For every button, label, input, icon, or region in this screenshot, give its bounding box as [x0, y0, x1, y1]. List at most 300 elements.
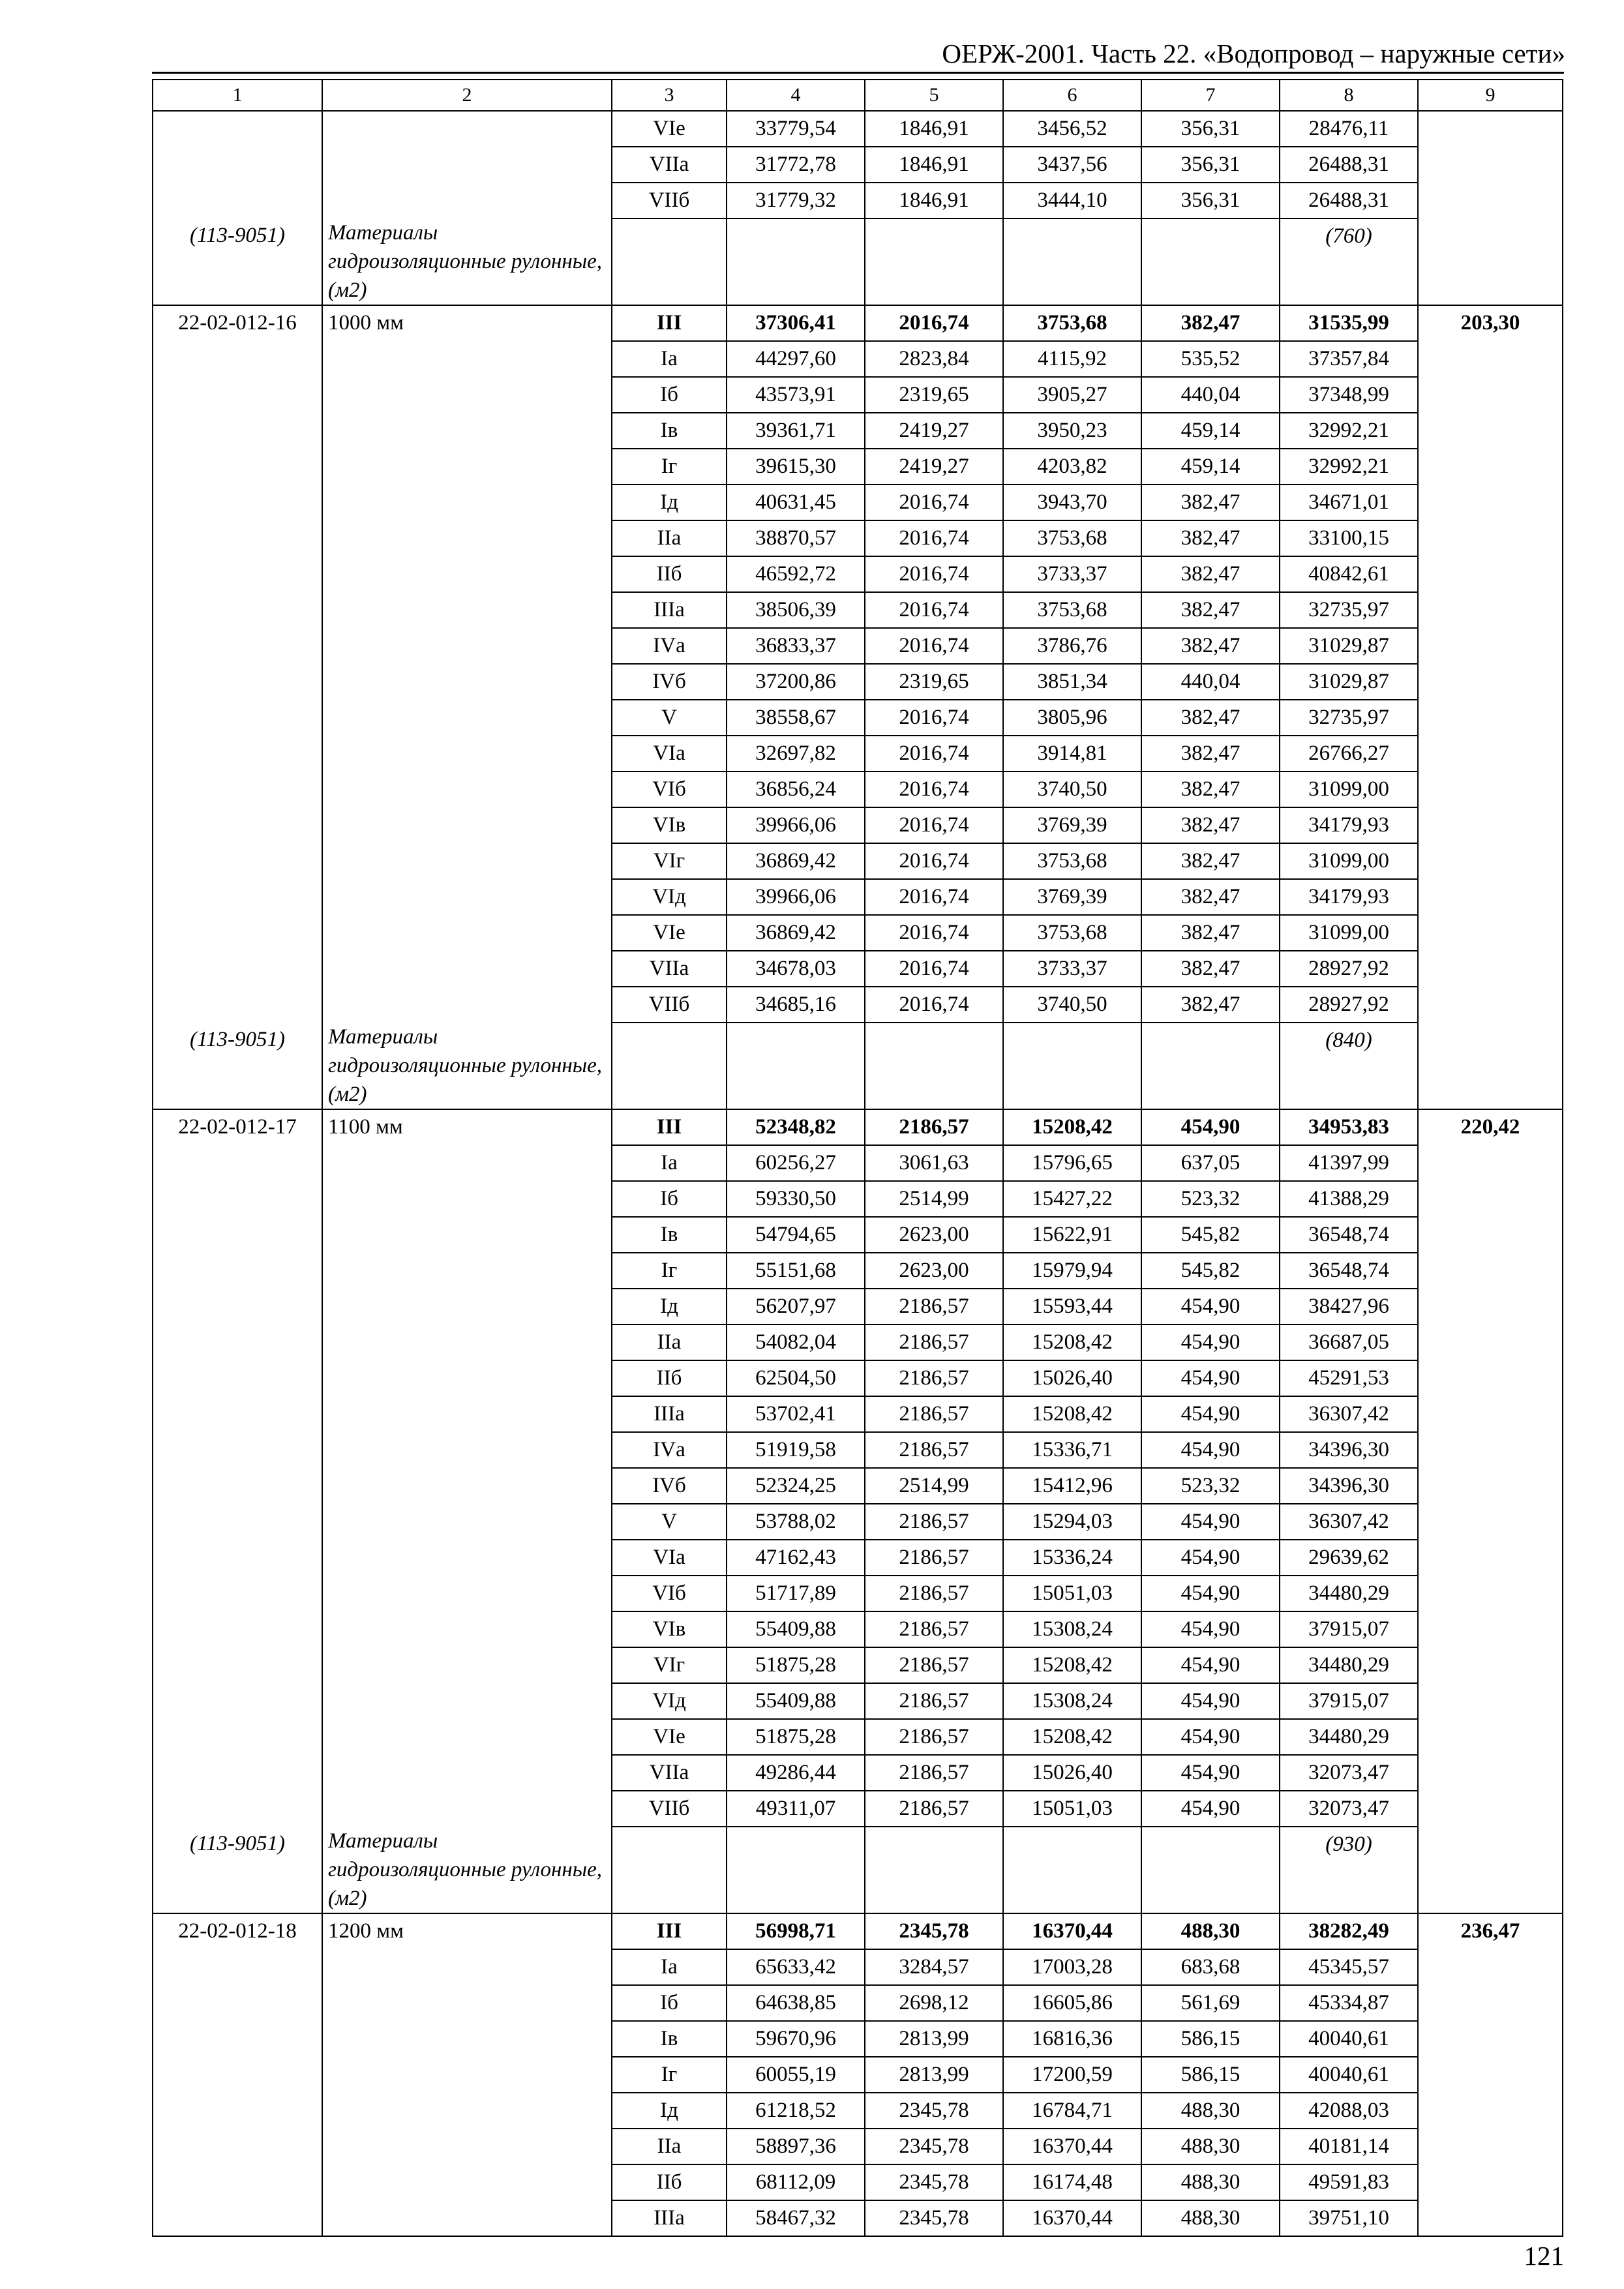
value-cell: 1846,91: [865, 111, 1003, 147]
table-row: [153, 1913, 1563, 1949]
table-row: [153, 305, 1563, 341]
value-cell: 45334,87: [1280, 1985, 1418, 2021]
material-row: [153, 1827, 1563, 1913]
material-name: Материалы гидроизоляционные рулонные, (м2): [322, 218, 612, 305]
value-cell: 15208,42: [1003, 1396, 1141, 1432]
material-qty: (930): [1280, 1827, 1418, 1913]
table-row: [153, 111, 1563, 147]
zone-cell: VIIб: [612, 987, 727, 1023]
zone-cell: IIа: [612, 520, 727, 556]
value-cell: 60055,19: [727, 2057, 865, 2093]
value-cell: 2186,57: [865, 1396, 1003, 1432]
value-cell: 40040,61: [1280, 2057, 1418, 2093]
zone-cell: VIIа: [612, 147, 727, 183]
value-cell: 382,47: [1141, 771, 1280, 807]
value-cell: 16370,44: [1003, 2129, 1141, 2164]
value-cell: 545,82: [1141, 1253, 1280, 1289]
value-cell: 3733,37: [1003, 951, 1141, 987]
column-number: 7: [1141, 80, 1280, 111]
value-cell: 43573,91: [727, 377, 865, 413]
zone-cell: V: [612, 700, 727, 736]
value-cell: 2016,74: [865, 520, 1003, 556]
value-cell: 3950,23: [1003, 413, 1141, 449]
value-cell: 59330,50: [727, 1181, 865, 1217]
value-cell: 2698,12: [865, 1985, 1003, 2021]
value-cell: 459,14: [1141, 413, 1280, 449]
value-cell: 2016,74: [865, 628, 1003, 664]
value-cell: 2016,74: [865, 807, 1003, 843]
rate-code: 22-02-012-17: [153, 1109, 322, 1827]
empty-cell: [153, 111, 322, 218]
value-cell: 2514,99: [865, 1468, 1003, 1504]
value-cell: 40842,61: [1280, 556, 1418, 592]
value-cell: 2345,78: [865, 2093, 1003, 2129]
zone-cell: Iб: [612, 1181, 727, 1217]
column-number: 1: [153, 80, 322, 111]
value-cell: 55151,68: [727, 1253, 865, 1289]
value-cell: 15208,42: [1003, 1647, 1141, 1683]
value-cell: 488,30: [1141, 2129, 1280, 2164]
value-cell: 2186,57: [865, 1324, 1003, 1360]
zone-cell: IIб: [612, 556, 727, 592]
value-cell: 38558,67: [727, 700, 865, 736]
value-cell: 3905,27: [1003, 377, 1141, 413]
zone-cell: V: [612, 1504, 727, 1540]
value-cell: 2016,74: [865, 951, 1003, 987]
value-cell: 3456,52: [1003, 111, 1141, 147]
zone-cell: IVа: [612, 1432, 727, 1468]
value-cell: 40181,14: [1280, 2129, 1418, 2164]
value-cell: 488,30: [1141, 2164, 1280, 2200]
value-cell: 15026,40: [1003, 1360, 1141, 1396]
value-cell: 49286,44: [727, 1755, 865, 1791]
value-cell: 34480,29: [1280, 1576, 1418, 1611]
value-cell: 2186,57: [865, 1432, 1003, 1468]
empty-cell: [865, 1827, 1003, 1913]
value-cell: 15427,22: [1003, 1181, 1141, 1217]
value-cell: 32073,47: [1280, 1755, 1418, 1791]
value-cell: 15294,03: [1003, 1504, 1141, 1540]
value-cell: 2319,65: [865, 377, 1003, 413]
value-cell: 37306,41: [727, 305, 865, 341]
value-cell: 488,30: [1141, 1913, 1280, 1949]
value-cell: 37348,99: [1280, 377, 1418, 413]
value-cell: 356,31: [1141, 111, 1280, 147]
column-number: 5: [865, 80, 1003, 111]
value-cell: 31029,87: [1280, 664, 1418, 700]
empty-cell: [1141, 1023, 1280, 1109]
zone-cell: IIIа: [612, 2200, 727, 2236]
material-row: [153, 218, 1563, 305]
value-cell: 2016,74: [865, 915, 1003, 951]
value-cell: 40631,45: [727, 485, 865, 520]
zone-cell: IVа: [612, 628, 727, 664]
value-cell: 4203,82: [1003, 449, 1141, 485]
value-cell: 382,47: [1141, 700, 1280, 736]
rate-code: 22-02-012-18: [153, 1913, 322, 2236]
value-cell: 55409,88: [727, 1683, 865, 1719]
zone-cell: VIб: [612, 1576, 727, 1611]
value-cell: 382,47: [1141, 951, 1280, 987]
zone-cell: III: [612, 305, 727, 341]
value-cell: 34179,93: [1280, 807, 1418, 843]
value-cell: 61218,52: [727, 2093, 865, 2129]
value-cell: 382,47: [1141, 485, 1280, 520]
value-cell: 34953,83: [1280, 1109, 1418, 1145]
value-cell: 2345,78: [865, 2164, 1003, 2200]
col9-value: 203,30: [1418, 305, 1563, 1109]
empty-cell: [1003, 1827, 1141, 1913]
value-cell: 62504,50: [727, 1360, 865, 1396]
value-cell: 16370,44: [1003, 1913, 1141, 1949]
value-cell: 32992,21: [1280, 449, 1418, 485]
value-cell: 3437,56: [1003, 147, 1141, 183]
value-cell: 44297,60: [727, 341, 865, 377]
rate-name: 1100 мм: [322, 1109, 612, 1827]
value-cell: 488,30: [1141, 2200, 1280, 2236]
value-cell: 454,90: [1141, 1755, 1280, 1791]
value-cell: 53702,41: [727, 1396, 865, 1432]
value-cell: 440,04: [1141, 377, 1280, 413]
value-cell: 36869,42: [727, 843, 865, 879]
value-cell: 454,90: [1141, 1289, 1280, 1324]
value-cell: 454,90: [1141, 1719, 1280, 1755]
zone-cell: Iб: [612, 377, 727, 413]
value-cell: 15336,24: [1003, 1540, 1141, 1576]
value-cell: 53788,02: [727, 1504, 865, 1540]
value-cell: 2186,57: [865, 1611, 1003, 1647]
value-cell: 15622,91: [1003, 1217, 1141, 1253]
value-cell: 2016,74: [865, 485, 1003, 520]
value-cell: 382,47: [1141, 843, 1280, 879]
value-cell: 34480,29: [1280, 1719, 1418, 1755]
value-cell: 2016,74: [865, 987, 1003, 1023]
value-cell: 15308,24: [1003, 1611, 1141, 1647]
value-cell: 16816,36: [1003, 2021, 1141, 2057]
zone-cell: VIе: [612, 111, 727, 147]
zone-cell: Iа: [612, 1949, 727, 1985]
zone-cell: III: [612, 1109, 727, 1145]
rate-name: 1000 мм: [322, 305, 612, 1023]
value-cell: 683,68: [1141, 1949, 1280, 1985]
value-cell: 382,47: [1141, 592, 1280, 628]
empty-cell: [612, 218, 727, 305]
value-cell: 4115,92: [1003, 341, 1141, 377]
value-cell: 36856,24: [727, 771, 865, 807]
value-cell: 34678,03: [727, 951, 865, 987]
empty-cell: [727, 1827, 865, 1913]
empty-cell: [1418, 111, 1563, 305]
value-cell: 15979,94: [1003, 1253, 1141, 1289]
value-cell: 454,90: [1141, 1324, 1280, 1360]
value-cell: 2319,65: [865, 664, 1003, 700]
value-cell: 34396,30: [1280, 1468, 1418, 1504]
zone-cell: Iд: [612, 485, 727, 520]
zone-cell: IVб: [612, 664, 727, 700]
value-cell: 33779,54: [727, 111, 865, 147]
value-cell: 38506,39: [727, 592, 865, 628]
value-cell: 54794,65: [727, 1217, 865, 1253]
value-cell: 382,47: [1141, 736, 1280, 771]
zone-cell: VIе: [612, 915, 727, 951]
value-cell: 454,90: [1141, 1109, 1280, 1145]
value-cell: 16174,48: [1003, 2164, 1141, 2200]
zone-cell: VIд: [612, 1683, 727, 1719]
col9-value: 220,42: [1418, 1109, 1563, 1913]
col9-value: 236,47: [1418, 1913, 1563, 2236]
value-cell: 39966,06: [727, 879, 865, 915]
value-cell: 52324,25: [727, 1468, 865, 1504]
value-cell: 32073,47: [1280, 1791, 1418, 1827]
value-cell: 31535,99: [1280, 305, 1418, 341]
value-cell: 38870,57: [727, 520, 865, 556]
value-cell: 2016,74: [865, 700, 1003, 736]
value-cell: 49591,83: [1280, 2164, 1418, 2200]
value-cell: 382,47: [1141, 628, 1280, 664]
value-cell: 34671,01: [1280, 485, 1418, 520]
value-cell: 2186,57: [865, 1504, 1003, 1540]
zone-cell: VIв: [612, 1611, 727, 1647]
material-code: (113-9051): [153, 1023, 322, 1109]
value-cell: 15412,96: [1003, 1468, 1141, 1504]
value-cell: 15308,24: [1003, 1683, 1141, 1719]
value-cell: 45291,53: [1280, 1360, 1418, 1396]
value-cell: 37915,07: [1280, 1611, 1418, 1647]
value-cell: 28476,11: [1280, 111, 1418, 147]
value-cell: 37200,86: [727, 664, 865, 700]
value-cell: 2186,57: [865, 1109, 1003, 1145]
value-cell: 382,47: [1141, 556, 1280, 592]
value-cell: 32992,21: [1280, 413, 1418, 449]
value-cell: 454,90: [1141, 1540, 1280, 1576]
price-table: [152, 79, 1563, 2237]
value-cell: 382,47: [1141, 987, 1280, 1023]
value-cell: 356,31: [1141, 147, 1280, 183]
header-rule: [152, 72, 1564, 74]
zone-cell: VIа: [612, 736, 727, 771]
value-cell: 36307,42: [1280, 1504, 1418, 1540]
value-cell: 36307,42: [1280, 1396, 1418, 1432]
value-cell: 42088,03: [1280, 2093, 1418, 2129]
zone-cell: Iг: [612, 1253, 727, 1289]
value-cell: 36548,74: [1280, 1217, 1418, 1253]
zone-cell: Iд: [612, 1289, 727, 1324]
value-cell: 382,47: [1141, 915, 1280, 951]
value-cell: 545,82: [1141, 1217, 1280, 1253]
value-cell: 2186,57: [865, 1647, 1003, 1683]
value-cell: 26488,31: [1280, 183, 1418, 218]
zone-cell: VIв: [612, 807, 727, 843]
value-cell: 3444,10: [1003, 183, 1141, 218]
value-cell: 32697,82: [727, 736, 865, 771]
value-cell: 3786,76: [1003, 628, 1141, 664]
value-cell: 3914,81: [1003, 736, 1141, 771]
material-row: [153, 1023, 1563, 1109]
empty-cell: [1003, 218, 1141, 305]
value-cell: 382,47: [1141, 305, 1280, 341]
value-cell: 3769,39: [1003, 807, 1141, 843]
zone-cell: VIа: [612, 1540, 727, 1576]
table-row: [153, 1109, 1563, 1145]
zone-cell: Iа: [612, 1145, 727, 1181]
value-cell: 58897,36: [727, 2129, 865, 2164]
zone-cell: Iа: [612, 341, 727, 377]
value-cell: 34685,16: [727, 987, 865, 1023]
value-cell: 2345,78: [865, 1913, 1003, 1949]
value-cell: 561,69: [1141, 1985, 1280, 2021]
empty-cell: [612, 1827, 727, 1913]
value-cell: 2514,99: [865, 1181, 1003, 1217]
value-cell: 32735,97: [1280, 592, 1418, 628]
value-cell: 2813,99: [865, 2057, 1003, 2093]
value-cell: 2823,84: [865, 341, 1003, 377]
column-number-row: [153, 80, 1563, 111]
zone-cell: IIб: [612, 1360, 727, 1396]
value-cell: 39751,10: [1280, 2200, 1418, 2236]
value-cell: 37357,84: [1280, 341, 1418, 377]
value-cell: 36687,05: [1280, 1324, 1418, 1360]
empty-cell: [865, 1023, 1003, 1109]
value-cell: 454,90: [1141, 1504, 1280, 1540]
zone-cell: IIIа: [612, 1396, 727, 1432]
value-cell: 3753,68: [1003, 843, 1141, 879]
value-cell: 2419,27: [865, 413, 1003, 449]
zone-cell: Iг: [612, 2057, 727, 2093]
value-cell: 64638,85: [727, 1985, 865, 2021]
value-cell: 488,30: [1141, 2093, 1280, 2129]
value-cell: 68112,09: [727, 2164, 865, 2200]
value-cell: 34396,30: [1280, 1432, 1418, 1468]
value-cell: 3753,68: [1003, 915, 1141, 951]
price-table-body: [153, 80, 1563, 2236]
value-cell: 3805,96: [1003, 700, 1141, 736]
empty-cell: [1141, 218, 1280, 305]
value-cell: 58467,32: [727, 2200, 865, 2236]
value-cell: 47162,43: [727, 1540, 865, 1576]
value-cell: 16605,86: [1003, 1985, 1141, 2021]
value-cell: 15593,44: [1003, 1289, 1141, 1324]
value-cell: 523,32: [1141, 1468, 1280, 1504]
value-cell: 2186,57: [865, 1791, 1003, 1827]
zone-cell: Iв: [612, 413, 727, 449]
value-cell: 59670,96: [727, 2021, 865, 2057]
value-cell: 3733,37: [1003, 556, 1141, 592]
value-cell: 40040,61: [1280, 2021, 1418, 2057]
value-cell: 51717,89: [727, 1576, 865, 1611]
value-cell: 15208,42: [1003, 1719, 1141, 1755]
value-cell: 3740,50: [1003, 771, 1141, 807]
column-number: 2: [322, 80, 612, 111]
value-cell: 454,90: [1141, 1791, 1280, 1827]
value-cell: 454,90: [1141, 1360, 1280, 1396]
value-cell: 382,47: [1141, 520, 1280, 556]
zone-cell: VIIб: [612, 1791, 727, 1827]
zone-cell: VIIа: [612, 1755, 727, 1791]
value-cell: 454,90: [1141, 1576, 1280, 1611]
value-cell: 52348,82: [727, 1109, 865, 1145]
value-cell: 65633,42: [727, 1949, 865, 1985]
value-cell: 2186,57: [865, 1289, 1003, 1324]
value-cell: 15051,03: [1003, 1791, 1141, 1827]
value-cell: 31779,32: [727, 183, 865, 218]
value-cell: 382,47: [1141, 879, 1280, 915]
value-cell: 2016,74: [865, 592, 1003, 628]
value-cell: 56207,97: [727, 1289, 865, 1324]
value-cell: 2623,00: [865, 1253, 1003, 1289]
value-cell: 41388,29: [1280, 1181, 1418, 1217]
empty-cell: [727, 1023, 865, 1109]
value-cell: 32735,97: [1280, 700, 1418, 736]
column-number: 6: [1003, 80, 1141, 111]
value-cell: 15208,42: [1003, 1109, 1141, 1145]
value-cell: 454,90: [1141, 1683, 1280, 1719]
zone-cell: VIб: [612, 771, 727, 807]
value-cell: 28927,92: [1280, 951, 1418, 987]
zone-cell: IIб: [612, 2164, 727, 2200]
value-cell: 2419,27: [865, 449, 1003, 485]
empty-cell: [727, 218, 865, 305]
zone-cell: Iг: [612, 449, 727, 485]
value-cell: 39361,71: [727, 413, 865, 449]
value-cell: 49311,07: [727, 1791, 865, 1827]
value-cell: 51875,28: [727, 1719, 865, 1755]
value-cell: 2186,57: [865, 1683, 1003, 1719]
value-cell: 45345,57: [1280, 1949, 1418, 1985]
page-number: 121: [1524, 2241, 1564, 2271]
zone-cell: VIе: [612, 1719, 727, 1755]
zone-cell: III: [612, 1913, 727, 1949]
value-cell: 2345,78: [865, 2200, 1003, 2236]
zone-cell: VIд: [612, 879, 727, 915]
value-cell: 454,90: [1141, 1432, 1280, 1468]
value-cell: 2016,74: [865, 771, 1003, 807]
value-cell: 31772,78: [727, 147, 865, 183]
value-cell: 34179,93: [1280, 879, 1418, 915]
value-cell: 36833,37: [727, 628, 865, 664]
value-cell: 440,04: [1141, 664, 1280, 700]
value-cell: 459,14: [1141, 449, 1280, 485]
value-cell: 2016,74: [865, 305, 1003, 341]
value-cell: 15051,03: [1003, 1576, 1141, 1611]
empty-cell: [1141, 1827, 1280, 1913]
value-cell: 523,32: [1141, 1181, 1280, 1217]
value-cell: 55409,88: [727, 1611, 865, 1647]
value-cell: 454,90: [1141, 1396, 1280, 1432]
zone-cell: VIIб: [612, 183, 727, 218]
value-cell: 2623,00: [865, 1217, 1003, 1253]
value-cell: 16370,44: [1003, 2200, 1141, 2236]
value-cell: 637,05: [1141, 1145, 1280, 1181]
material-code: (113-9051): [153, 1827, 322, 1913]
empty-cell: [322, 111, 612, 218]
value-cell: 16784,71: [1003, 2093, 1141, 2129]
value-cell: 39966,06: [727, 807, 865, 843]
column-number: 8: [1280, 80, 1418, 111]
value-cell: 36548,74: [1280, 1253, 1418, 1289]
value-cell: 454,90: [1141, 1647, 1280, 1683]
value-cell: 382,47: [1141, 807, 1280, 843]
zone-cell: IIа: [612, 2129, 727, 2164]
material-name: Материалы гидроизоляционные рулонные, (м2): [322, 1023, 612, 1109]
value-cell: 2345,78: [865, 2129, 1003, 2164]
value-cell: 33100,15: [1280, 520, 1418, 556]
value-cell: 454,90: [1141, 1611, 1280, 1647]
empty-cell: [865, 218, 1003, 305]
value-cell: 586,15: [1141, 2021, 1280, 2057]
value-cell: 2186,57: [865, 1719, 1003, 1755]
value-cell: 2186,57: [865, 1576, 1003, 1611]
value-cell: 26766,27: [1280, 736, 1418, 771]
